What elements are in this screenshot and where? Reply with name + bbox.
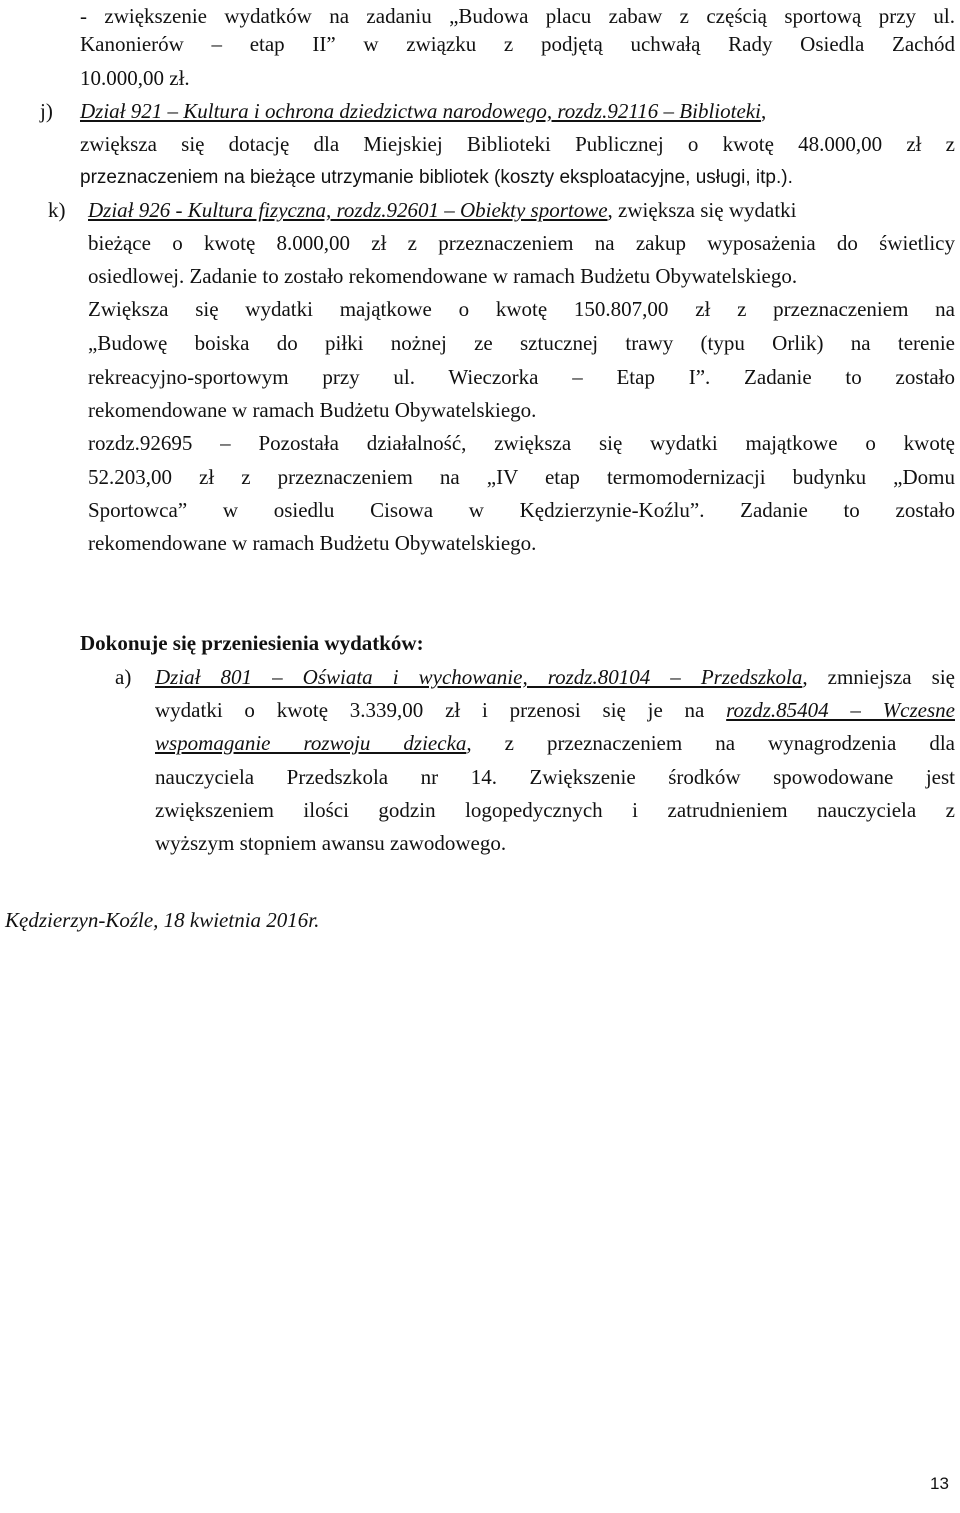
item-a-line-6: wyższym stopniem awansu zawodowego.	[155, 831, 507, 855]
item-k-line-9: 52.203,00 zł z przeznaczeniem na „IV etap termomodernizacji budynku „Domu	[88, 465, 955, 489]
item-a-line-4: nauczyciela Przedszkola nr 14. Zwiększenie środków spowodowane jest	[155, 765, 955, 789]
item-a-label: a)	[115, 665, 132, 689]
item-k-line-7: rekomendowane w ramach Budżetu Obywatelskiego.	[88, 398, 537, 422]
item-k-line-2: bieżące o kwotę 8.000,00 zł z przeznaczeniem na zakup wyposażenia do świetlicy	[88, 231, 955, 255]
page-number: 13	[930, 1474, 949, 1493]
item-k-line-8: rozdz.92695 – Pozostała działalność, zwiększa się wydatki majątkowe o kwotę	[88, 431, 955, 455]
item-j-heading-rest: ,	[760, 99, 767, 123]
item-k-heading	[88, 194, 955, 227]
item-a-line-2-link: rozdz.85404 – Wczesne	[726, 698, 955, 722]
item-a-line-3-rest: , z przeznaczeniem na wynagrodzenia dla	[466, 731, 955, 755]
item-k-heading-rest: , zwiększa się wydatki	[607, 198, 797, 222]
item-a-heading	[155, 661, 955, 694]
item-a-line-3	[155, 727, 955, 760]
item-k-line-5: „Budowę boiska do piłki nożnej ze sztucznej trawy (typu Orlik) na terenie	[88, 331, 955, 355]
place-date: Kędzierzyn-Koźle, 18 kwietnia 2016r.	[5, 908, 320, 932]
item-k-heading-title: Dział 926 - Kultura fizyczna, rozdz.92601 – Obiekty sportowe	[88, 198, 608, 222]
item-k-line-3: osiedlowej. Zadanie to zostało rekomendowane w ramach Budżetu Obywatelskiego.	[88, 264, 798, 288]
item-a-heading-rest: , zmniejsza się	[802, 665, 955, 689]
item-a-line-3-link: wspomaganie rozwoju dziecka	[155, 731, 467, 755]
top-line-1: - zwiększenie wydatków na zadaniu „Budowa placu zabaw z częścią sportową przy ul.	[80, 4, 955, 28]
item-k-label: k)	[48, 198, 66, 222]
item-a-heading-title: Dział 801 – Oświata i wychowanie, rozdz.80104 – Przedszkola	[155, 665, 803, 689]
item-j-heading-title: Dział 921 – Kultura i ochrona dziedzictwa narodowego, rozdz.92116 – Biblioteki	[80, 99, 761, 123]
item-a-line-2	[155, 694, 955, 727]
item-k-line-11: rekomendowane w ramach Budżetu Obywatelskiego.	[88, 531, 537, 555]
item-j-line-2: zwiększa się dotację dla Miejskiej Biblioteki Publicznej o kwotę 48.000,00 zł z	[80, 132, 955, 156]
item-k-line-6: rekreacyjno-sportowym przy ul. Wieczorka – Etap I”. Zadanie to zostało	[88, 365, 955, 389]
item-a-line-5: zwiększeniem ilości godzin logopedycznych i zatrudnieniem nauczyciela z	[155, 798, 955, 822]
item-k-line-10: Sportowca” w osiedlu Cisowa w Kędzierzynie-Koźlu”. Zadanie to zostało	[88, 498, 955, 522]
item-j-label: j)	[40, 99, 53, 123]
item-k-line-4: Zwiększa się wydatki majątkowe o kwotę 150.807,00 zł z przeznaczeniem na	[88, 297, 955, 321]
item-a-line-2-text: wydatki o kwotę 3.339,00 zł i przenosi się je na	[155, 698, 727, 722]
item-j-heading	[80, 95, 955, 128]
top-line-2: Kanonierów – etap II” w związku z podjętą uchwałą Rady Osiedla Zachód	[80, 32, 955, 56]
item-j-line-3: przeznaczeniem na bieżące utrzymanie bibliotek (koszty eksploatacyjne, usługi, itp.).	[80, 167, 793, 188]
top-line-3: 10.000,00 zł.	[80, 66, 190, 90]
transfer-heading: Dokonuje się przeniesienia wydatków:	[80, 631, 424, 655]
